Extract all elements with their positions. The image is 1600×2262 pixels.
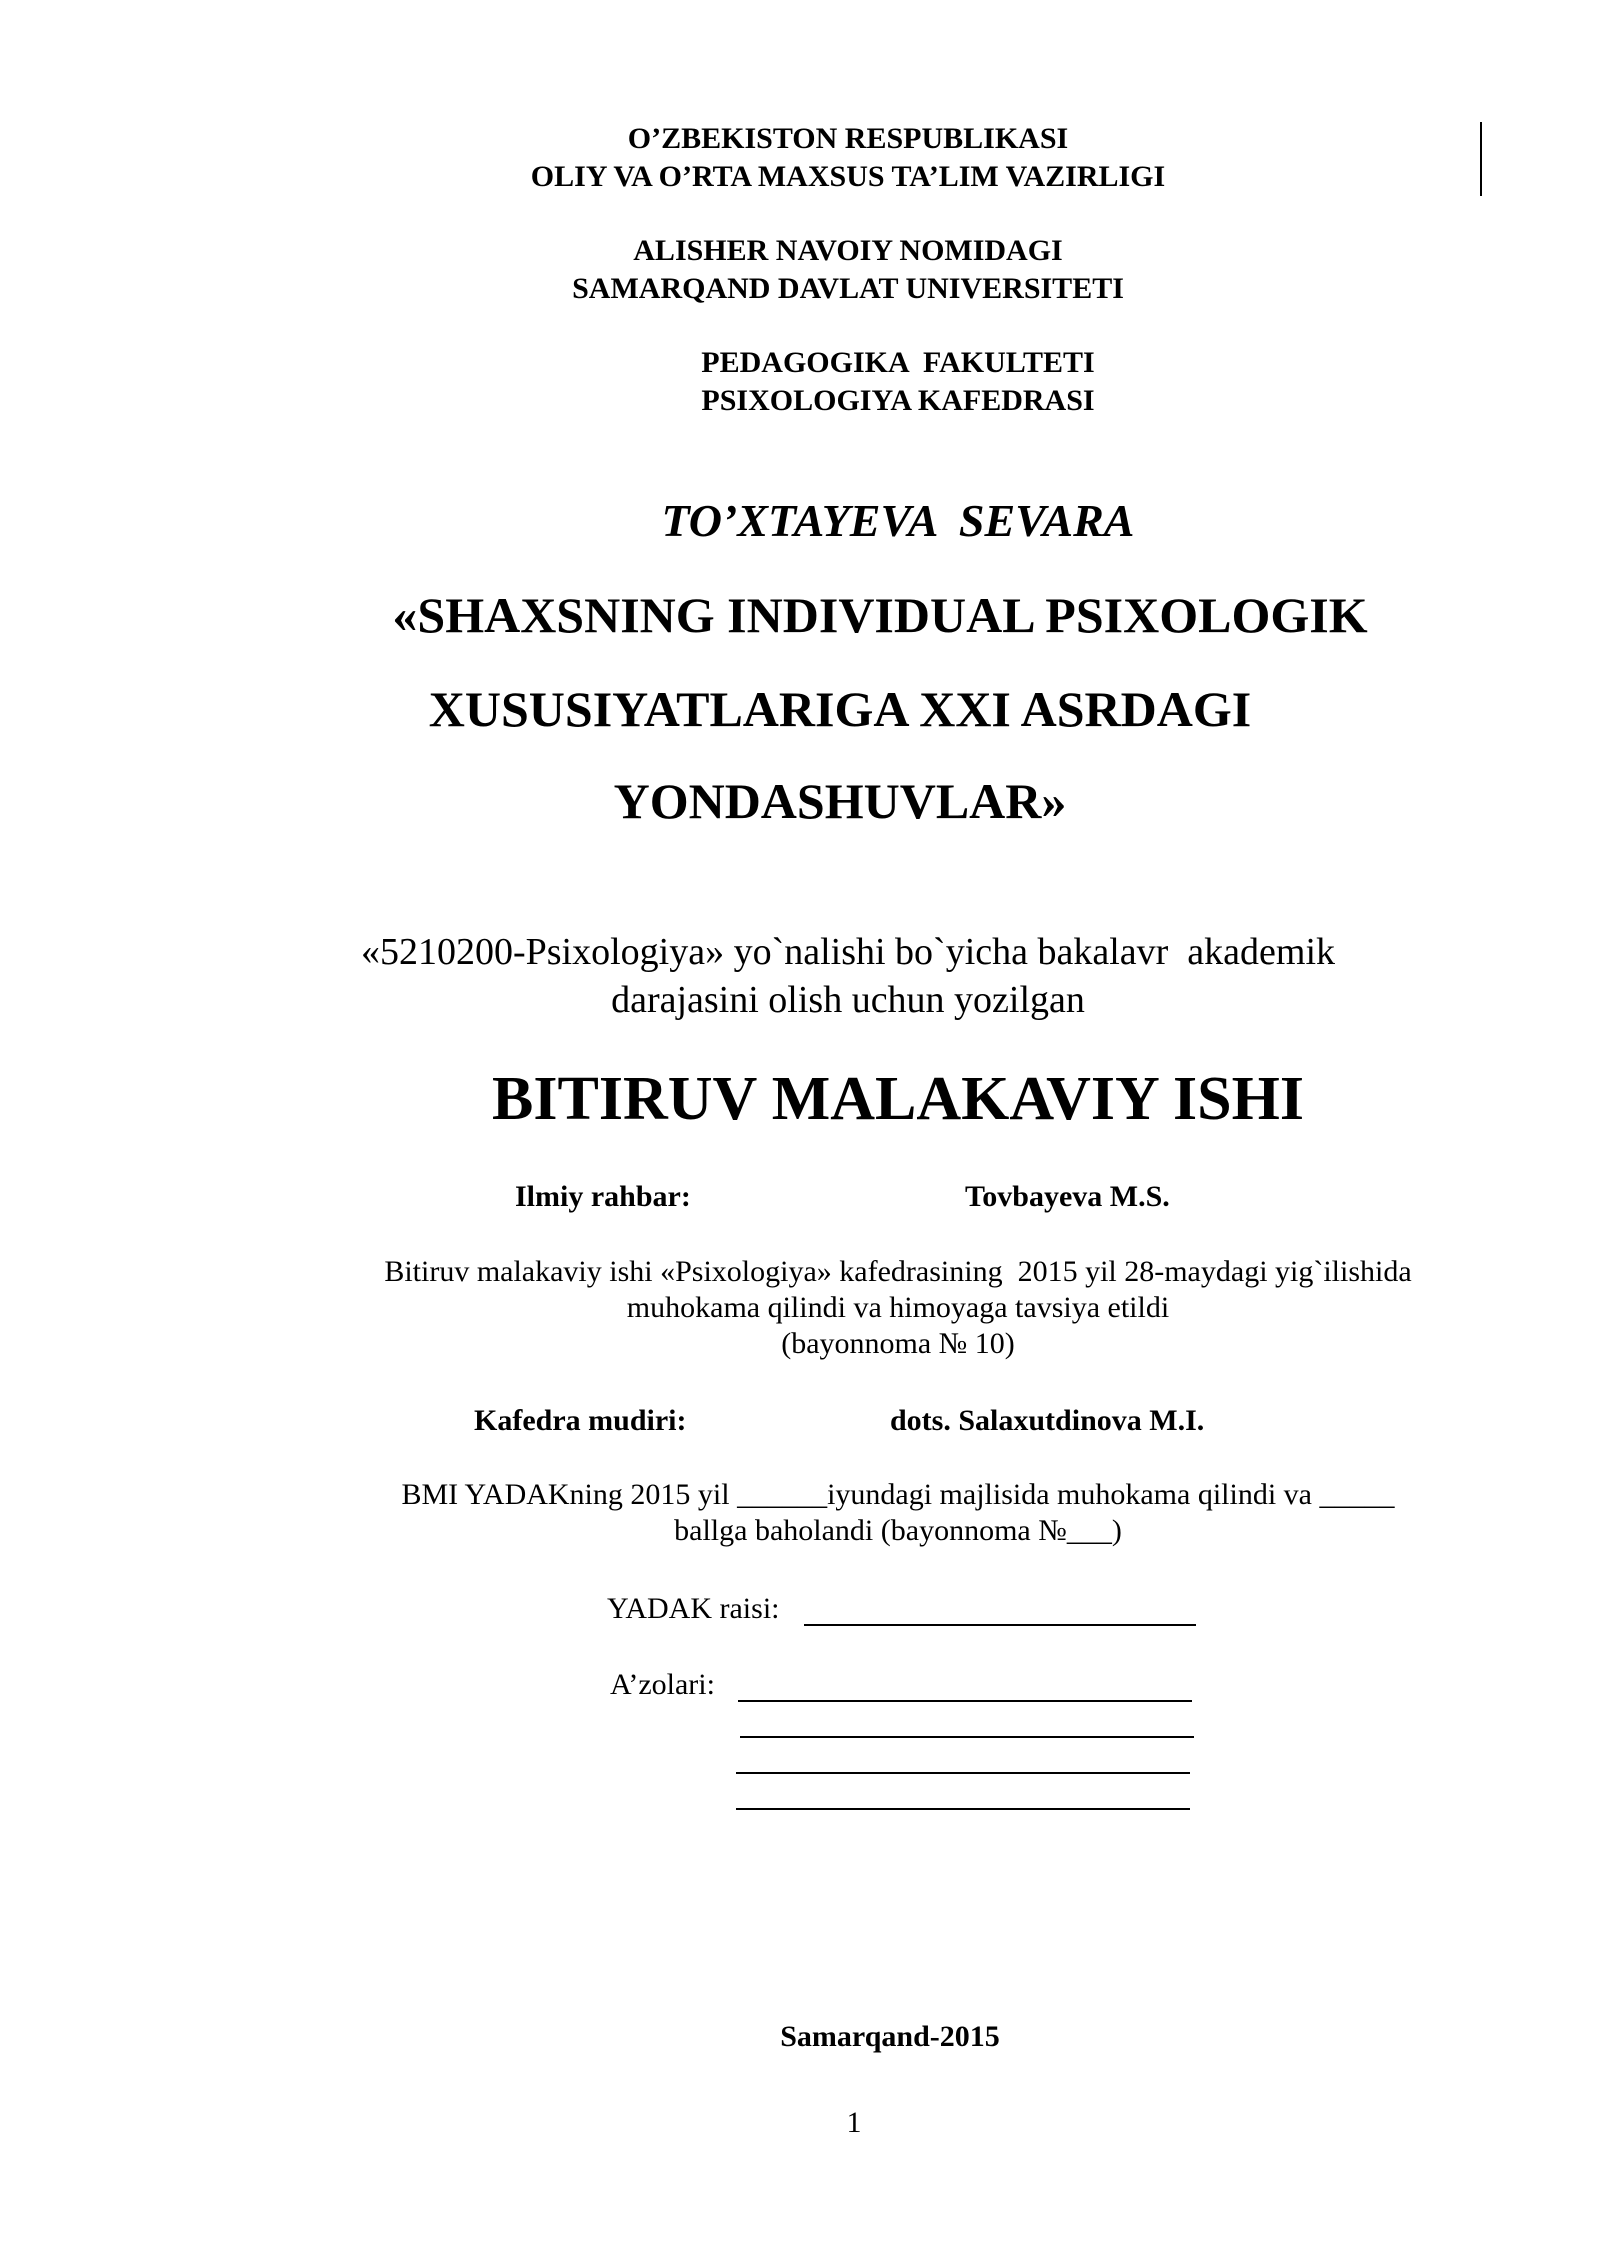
chair-label: YADAK raisi: <box>607 1592 780 1625</box>
header-named-after: ALISHER NAVOIY NOMIDAGI <box>633 234 1063 267</box>
members-label: A’zolari: <box>610 1668 715 1701</box>
member-signature-line-3 <box>736 1740 1190 1774</box>
header-department: PSIXOLOGIYA KAFEDRASI <box>701 384 1095 417</box>
place-and-year: Samarqand-2015 <box>780 2020 1000 2053</box>
header-ministry: OLIY VA O’RTA MAXSUS TA’LIM VAZIRLIGI <box>530 160 1166 193</box>
discussion-line-3: (bayonnoma № 10) <box>781 1327 1015 1360</box>
thesis-title-line-3: YONDASHUVLAR» <box>613 773 1067 829</box>
member-signature-line-1 <box>738 1668 1192 1702</box>
header-republic: O’ZBEKISTON RESPUBLIKASI <box>627 122 1069 155</box>
member-signature-line-4 <box>736 1776 1190 1810</box>
purpose-line-2: darajasini olish uchun yozilgan <box>611 979 1085 1021</box>
head-of-department-name: dots. Salaxutdinova M.I. <box>890 1404 1205 1437</box>
page-number: 1 <box>846 2106 862 2139</box>
head-of-department-label: Kafedra mudiri: <box>474 1404 687 1437</box>
commission-line-1: BMI YADAKning 2015 yil ______iyundagi majlisida muhokama qilindi va _____ <box>401 1478 1395 1511</box>
member-signature-line-2 <box>740 1704 1194 1738</box>
chair-signature-line <box>804 1592 1196 1626</box>
purpose-line-1: «5210200-Psixologiya» yo`nalishi bo`yicha bakalavr akademik <box>360 931 1336 973</box>
discussion-line-1: Bitiruv malakaviy ishi «Psixologiya» kafedrasining 2015 yil 28-maydagi yig`ilishida <box>384 1255 1412 1288</box>
header-faculty: PEDAGOGIKA FAKULTETI <box>701 346 1095 379</box>
thesis-title-line-1: «SHAXSNING INDIVIDUAL PSIXOLOGIK <box>392 587 1368 643</box>
work-type-heading: BITIRUV MALAKAVIY ISHI <box>492 1065 1304 1133</box>
commission-line-2: ballga baholandi (bayonnoma №___) <box>674 1514 1122 1547</box>
supervisor-name: Tovbayeva M.S. <box>965 1180 1170 1213</box>
author-name: TO’XTAYEVA SEVARA <box>661 495 1135 546</box>
discussion-line-2: muhokama qilindi va himoyaga tavsiya etildi <box>626 1291 1170 1324</box>
header-university: SAMARQAND DAVLAT UNIVERSITETI <box>572 272 1124 305</box>
thesis-title-line-2: XUSUSIYATLARIGA XXI ASRDAGI <box>428 681 1252 737</box>
supervisor-label: Ilmiy rahbar: <box>515 1180 691 1213</box>
